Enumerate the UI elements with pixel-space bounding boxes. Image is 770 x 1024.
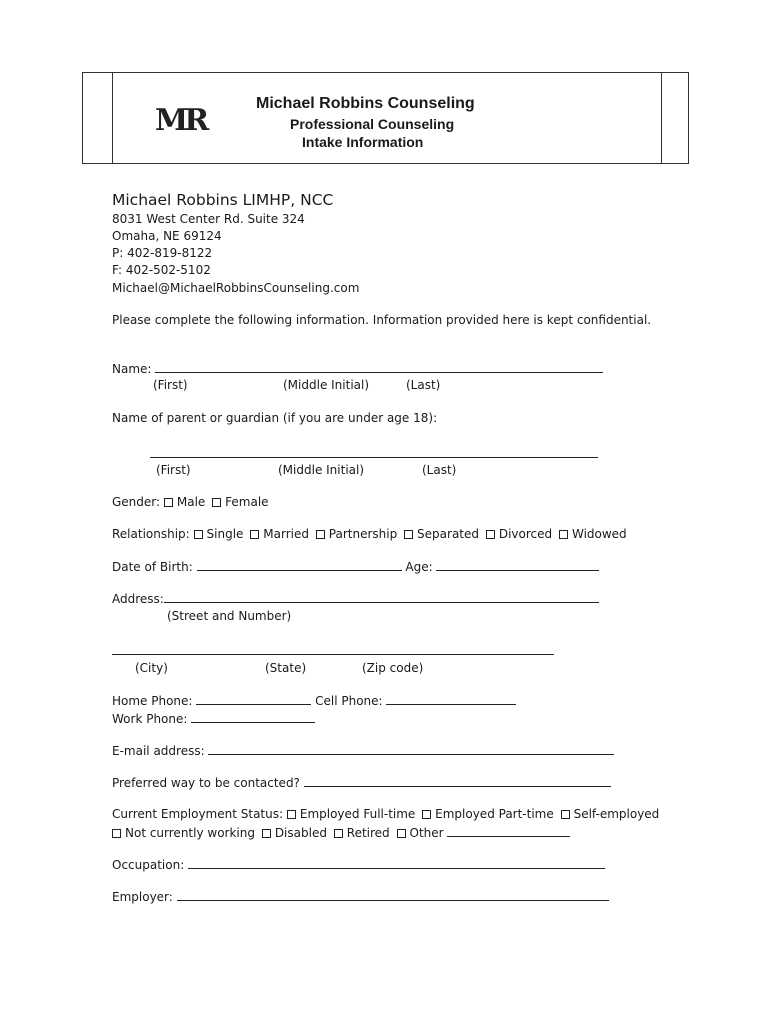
checkbox-partnership[interactable]	[316, 530, 325, 539]
state-caption: (State)	[265, 661, 307, 675]
guardian-middle-caption: (Middle Initial)	[278, 463, 365, 477]
city-state-zip-input-line[interactable]	[112, 643, 554, 655]
city-caption: (City)	[135, 661, 168, 675]
work-phone-label: Work Phone:	[112, 712, 188, 726]
dob-input-line[interactable]	[197, 559, 402, 571]
relationship-option-divorced: Divorced	[498, 527, 553, 541]
guardian-input-line[interactable]	[150, 446, 598, 458]
header-subtitle: Professional Counseling	[290, 116, 455, 132]
employment-row-2	[112, 825, 570, 840]
employment-option-not-working: Not currently working	[125, 826, 255, 840]
dob-age-row	[112, 559, 599, 574]
logo: MR	[155, 103, 206, 138]
header-subtitle-2: Intake Information	[302, 134, 424, 150]
employer-input-line[interactable]	[177, 889, 609, 901]
employment-other-input-line[interactable]	[447, 825, 570, 837]
address-line-1: 8031 West Center Rd. Suite 324	[112, 212, 305, 226]
employment-option-retired: Retired	[346, 826, 390, 840]
home-phone-label: Home Phone:	[112, 694, 193, 708]
age-input-line[interactable]	[436, 559, 599, 571]
name-row	[112, 361, 603, 376]
fax-number: F: 402-502-5102	[112, 263, 211, 277]
relationship-option-widowed: Widowed	[571, 527, 627, 541]
employment-option-other: Other	[409, 826, 444, 840]
relationship-option-partnership: Partnership	[328, 527, 398, 541]
guardian-input-row	[150, 446, 598, 461]
address-input-line[interactable]	[164, 591, 599, 603]
name-first-caption: (First)	[153, 378, 188, 392]
occupation-row	[112, 857, 605, 872]
header-divider-right	[661, 72, 662, 164]
contact-email[interactable]: Michael@MichaelRobbinsCounseling.com	[112, 281, 360, 295]
checkbox-divorced[interactable]	[486, 530, 495, 539]
checkbox-disabled[interactable]	[262, 829, 271, 838]
checkbox-other[interactable]	[397, 829, 406, 838]
checkbox-male[interactable]	[164, 498, 173, 507]
street-caption: (Street and Number)	[167, 609, 292, 623]
checkbox-married[interactable]	[250, 530, 259, 539]
relationship-option-single: Single	[206, 527, 244, 541]
relationship-option-separated: Separated	[417, 527, 480, 541]
gender-option-female: Female	[225, 495, 269, 509]
cell-phone-label: Cell Phone:	[315, 694, 383, 708]
occupation-label: Occupation:	[112, 858, 185, 872]
guardian-last-caption: (Last)	[422, 463, 457, 477]
email-row	[112, 743, 614, 758]
intro-text: Please complete the following information. Information provided here is kept confidential.	[112, 313, 652, 327]
preferred-contact-row	[112, 775, 611, 790]
phone-row	[112, 693, 516, 708]
checkbox-single[interactable]	[194, 530, 203, 539]
checkbox-retired[interactable]	[334, 829, 343, 838]
name-last-caption: (Last)	[406, 378, 441, 392]
guardian-first-caption: (First)	[156, 463, 191, 477]
phone-number: P: 402-819-8122	[112, 246, 213, 260]
dob-label: Date of Birth:	[112, 560, 193, 574]
city-row	[112, 643, 554, 658]
employment-option-self-employed: Self-employed	[573, 807, 660, 821]
checkbox-female[interactable]	[212, 498, 221, 507]
relationship-option-married: Married	[263, 527, 309, 541]
employment-option-disabled: Disabled	[274, 826, 327, 840]
address-row	[112, 591, 599, 606]
gender-label: Gender:	[112, 495, 161, 509]
checkbox-not-working[interactable]	[112, 829, 121, 838]
employment-row-1	[112, 807, 662, 821]
name-input-line[interactable]	[155, 361, 603, 373]
name-label: Name:	[112, 362, 152, 376]
relationship-row	[112, 527, 630, 541]
employer-label: Employer:	[112, 890, 173, 904]
cell-phone-input-line[interactable]	[386, 693, 516, 705]
work-phone-row	[112, 711, 315, 726]
checkbox-separated[interactable]	[404, 530, 413, 539]
checkbox-widowed[interactable]	[559, 530, 568, 539]
occupation-input-line[interactable]	[188, 857, 605, 869]
header-divider-left	[112, 72, 113, 164]
checkbox-employed-full-time[interactable]	[287, 810, 296, 819]
employment-label: Current Employment Status:	[112, 807, 284, 821]
home-phone-input-line[interactable]	[196, 693, 311, 705]
age-label: Age:	[405, 560, 433, 574]
address-label: Address:	[112, 592, 164, 606]
address-line-2: Omaha, NE 69124	[112, 229, 222, 243]
zip-caption: (Zip code)	[362, 661, 424, 675]
checkbox-employed-part-time[interactable]	[422, 810, 431, 819]
employer-row	[112, 889, 609, 904]
employment-option-part-time: Employed Part-time	[435, 807, 554, 821]
email-label: E-mail address:	[112, 744, 205, 758]
counselor-name: Michael Robbins LIMHP, NCC	[112, 191, 334, 209]
guardian-label: Name of parent or guardian (if you are under age 18):	[112, 411, 438, 425]
work-phone-input-line[interactable]	[191, 711, 315, 723]
checkbox-self-employed[interactable]	[561, 810, 570, 819]
preferred-contact-input-line[interactable]	[304, 775, 611, 787]
relationship-label: Relationship:	[112, 527, 190, 541]
preferred-contact-label: Preferred way to be contacted?	[112, 776, 300, 790]
name-middle-caption: (Middle Initial)	[283, 378, 370, 392]
email-input-line[interactable]	[208, 743, 614, 755]
employment-option-full-time: Employed Full-time	[299, 807, 416, 821]
gender-row	[112, 495, 272, 509]
gender-option-male: Male	[176, 495, 206, 509]
header-title: Michael Robbins Counseling	[256, 95, 475, 112]
